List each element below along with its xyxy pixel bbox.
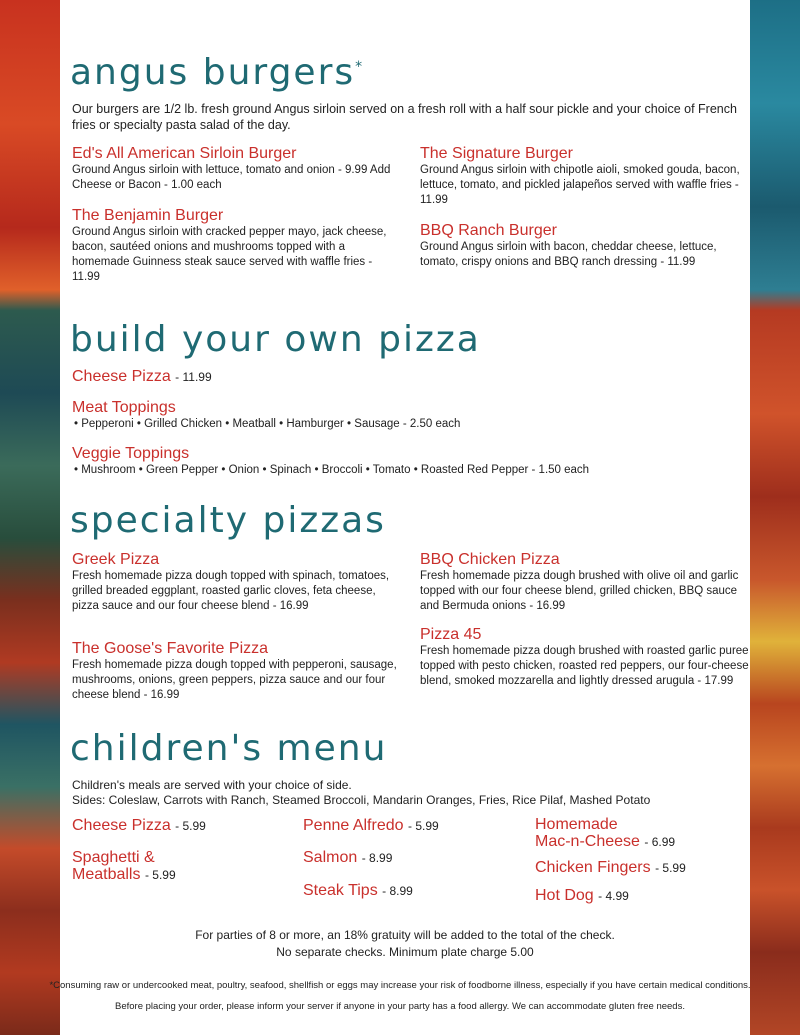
specialty-name: BBQ Chicken Pizza [420, 551, 560, 568]
gratuity-note: For parties of 8 or more, an 18% gratuity will be added to the total of the check. [195, 928, 615, 942]
kids-item-name: Homemade [535, 816, 618, 833]
food-safety-disclaimer: *Consuming raw or undercooked meat, poultry, seafood, shellfish or eggs may increase your risk of foodborne illness, especially if you have certain medical conditions. [49, 980, 751, 991]
kids-item-name: Penne Alfredo [303, 817, 404, 834]
kids-item-name: Salmon [303, 849, 358, 866]
burgers-heading: angus burgers* [70, 52, 363, 93]
kids-item [303, 882, 413, 900]
burger-name: The Benjamin Burger [72, 207, 224, 224]
burger-desc: Ground Angus sirloin with cracked pepper mayo, jack cheese, bacon, sautéed onions and mushrooms topped with a homemade Guinness steak sauce served with waffle fries - 11.99 [72, 226, 387, 283]
kids-item-price: - 6.99 [644, 835, 676, 849]
right-painted-strip [750, 0, 800, 1035]
meat-toppings-title: Meat Toppings [72, 399, 176, 416]
kids-item [72, 849, 176, 884]
specialty-item [72, 551, 402, 614]
specialty-item [72, 640, 402, 703]
cheese-pizza-name: Cheese Pizza [72, 368, 171, 385]
kids-sides: Sides: Coleslaw, Carrots with Ranch, Steamed Broccoli, Mandarin Oranges, Fries, Rice Pilaf, Mashed Potato [72, 793, 651, 807]
kids-heading: children's menu [70, 728, 388, 769]
burger-desc: Ground Angus sirloin with bacon, cheddar cheese, lettuce, tomato, crispy onions and BBQ ranch dressing - 11.99 [420, 241, 717, 268]
burger-item [72, 145, 402, 193]
kids-item [72, 817, 206, 835]
kids-item-price: - 8.99 [382, 884, 413, 898]
burger-name: Ed's All American Sirloin Burger [72, 145, 297, 162]
kids-item-name: Cheese Pizza [72, 817, 171, 834]
burger-item [420, 145, 755, 208]
kids-item-name: Spaghetti & [72, 849, 155, 866]
meat-toppings-list: • Pepperoni • Grilled Chicken • Meatball • Hamburger • Sausage - 2.50 each [74, 418, 461, 430]
veggie-toppings-title: Veggie Toppings [72, 445, 190, 462]
kids-item-price: - 8.99 [361, 851, 393, 865]
specialty-desc: Fresh homemade pizza dough topped with pepperoni, sausage, mushrooms, onions, green peppers, pizza sauce and our four cheese blend - 16.99 [72, 659, 397, 701]
kids-item-name: Chicken Fingers [535, 859, 651, 876]
burgers-intro: Our burgers are 1/2 lb. fresh ground Angus sirloin served on a fresh roll with a half sour pickle and your choice of French fries or specialty pasta salad of the day. [72, 102, 737, 132]
specialty-name: The Goose's Favorite Pizza [72, 640, 269, 657]
cheese-pizza-item [72, 368, 212, 386]
kids-item [535, 859, 686, 877]
specialty-name: Pizza 45 [420, 626, 482, 643]
allergy-notice: Before placing your order, please inform your server if anyone in your party has a food allergy. We can accommodate gluten free needs. [115, 1001, 685, 1012]
cheese-pizza-price: - 11.99 [175, 370, 212, 384]
specialty-name: Greek Pizza [72, 551, 160, 568]
kids-item-name-2: Mac-n-Cheese [535, 833, 640, 850]
pizza-heading: build your own pizza [70, 319, 481, 360]
specialty-item [420, 551, 755, 614]
specialty-desc: Fresh homemade pizza dough brushed with roasted garlic puree topped with pesto chicken, roasted red peppers, our four-cheese blend, smoked mozzarella and lightly dressed arugula - 17.99 [420, 645, 749, 687]
menu-panel [60, 0, 750, 1035]
kids-item [303, 817, 439, 835]
burger-desc: Ground Angus sirloin with chipotle aioli, smoked gouda, bacon, lettuce, tomato, and pickled jalapeños served with waffle fries - 11.99 [420, 164, 740, 206]
burger-item [72, 207, 402, 285]
specialty-item [420, 626, 755, 689]
kids-item-name-2: Meatballs [72, 866, 141, 883]
burgers-asterisk: * [355, 59, 363, 75]
burger-desc: Ground Angus sirloin with lettuce, tomato and onion - 9.99 Add Cheese or Bacon - 1.00 each [72, 164, 391, 191]
burger-item [420, 222, 755, 270]
kids-item-price: - 4.99 [598, 889, 629, 903]
kids-item-price: - 5.99 [175, 819, 206, 833]
left-painted-strip [0, 0, 60, 1035]
kids-item-name: Steak Tips [303, 882, 378, 899]
specialty-desc: Fresh homemade pizza dough brushed with olive oil and garlic topped with our four cheese blend, grilled chicken, BBQ sauce and Bermuda onions - 16.99 [420, 570, 739, 612]
kids-item-price: - 5.99 [407, 819, 439, 833]
specialty-heading: specialty pizzas [70, 500, 386, 541]
kids-item [303, 849, 392, 867]
kids-item-name: Hot Dog [535, 887, 594, 904]
burger-name: BBQ Ranch Burger [420, 222, 557, 239]
kids-item [535, 816, 675, 851]
kids-intro-1: Children's meals are served with your choice of side. [72, 778, 352, 792]
specialty-desc: Fresh homemade pizza dough topped with spinach, tomatoes, grilled breaded eggplant, roasted garlic cloves, feta cheese, pizza sauce and our four cheese blend - 16.99 [72, 570, 390, 612]
veggie-toppings-list: • Mushroom • Green Pepper • Onion • Spinach • Broccoli • Tomato • Roasted Red Pepper - 1.50 each [74, 464, 590, 476]
checks-note: No separate checks. Minimum plate charge 5.00 [276, 945, 534, 959]
kids-item-price: - 5.99 [655, 861, 686, 875]
kids-item-price: - 5.99 [144, 868, 176, 882]
burger-name: The Signature Burger [420, 145, 573, 162]
kids-item [535, 887, 629, 905]
